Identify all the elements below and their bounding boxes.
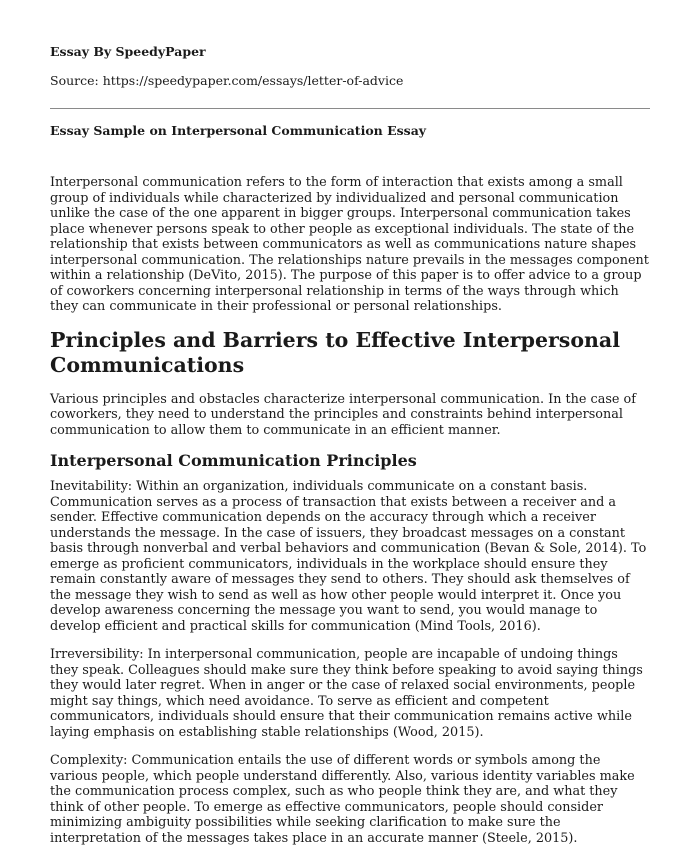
section-paragraph: Various principles and obstacles characterize interpersonal communication. In the case of coworkers, they need to understand the principles and constraints behind interpersonal communication to allow them to communicate in an efficient manner. xyxy=(50,391,636,438)
document-brand: Essay By SpeedyPaper xyxy=(50,44,206,59)
section-heading: Principles and Barriers to Effective Interpersonal Communications xyxy=(50,327,620,377)
principle-paragraph-complexity: Complexity: Communication entails the use of different words or symbols among the various people, which people understand differently. Also, various identity variables make the communication process complex, such as who people think they are, and what they think of other people. To emerge as effective communicators, people should consider minimizing ambiguity possibilities while seeking clarification to make sure the interpretation of the messages takes place in an accurate manner (Steele, 2015). xyxy=(50,753,635,846)
header-divider xyxy=(50,108,650,109)
principle-paragraph-irreversibility: Irreversibility: In interpersonal communication, people are incapable of undoing things they speak. Colleagues should make sure they think before speaking to avoid saying things they would later regret. When in anger or the case of relaxed social environments, people might say things, which need avoidance. To serve as efficient and competent communicators, individuals should ensure that their communication remains active while laying emphasis on establishing stable relationships (Wood, 2015). xyxy=(50,647,643,740)
document-source: Source: https://speedypaper.com/essays/letter-of-advice xyxy=(50,73,404,88)
subsection-heading: Interpersonal Communication Principles xyxy=(50,451,417,470)
essay-sample-title: Essay Sample on Interpersonal Communication Essay xyxy=(50,123,427,138)
intro-paragraph: Interpersonal communication refers to the form of interaction that exists among a small group of individuals while characterized by individualized and personal communication unlike the case of the one apparent in bigger groups. Interpersonal communication takes place whenever persons speak to other people as exceptional individuals. The state of the relationship that exists between communicators as well as communications nature shapes interpersonal communication. The relationships nature prevails in the messages component within a relationship (DeVito, 2015). The purpose of this paper is to offer advice to a group of coworkers concerning interpersonal relationship in terms of the ways through which they can communicate in their professional or personal relationships. xyxy=(50,175,649,314)
principle-paragraph-inevitability: Inevitability: Within an organization, individuals communicate on a constant basis. Communication serves as a process of transaction that exists between a receiver and a sender. Effective communication depends on the accuracy through which a receiver understands the message. In the case of issuers, they broadcast messages on a constant basis through nonverbal and verbal behaviors and communication (Bevan & Sole, 2014). To emerge as proficient communicators, individuals in the workplace should ensure they remain constantly aware of messages they send to others. They should ask themselves of the message they wish to send as well as how other people would interpret it. Once you develop awareness concerning the message you want to send, you would manage to develop efficient and practical skills for communication (Mind Tools, 2016). xyxy=(50,479,647,634)
